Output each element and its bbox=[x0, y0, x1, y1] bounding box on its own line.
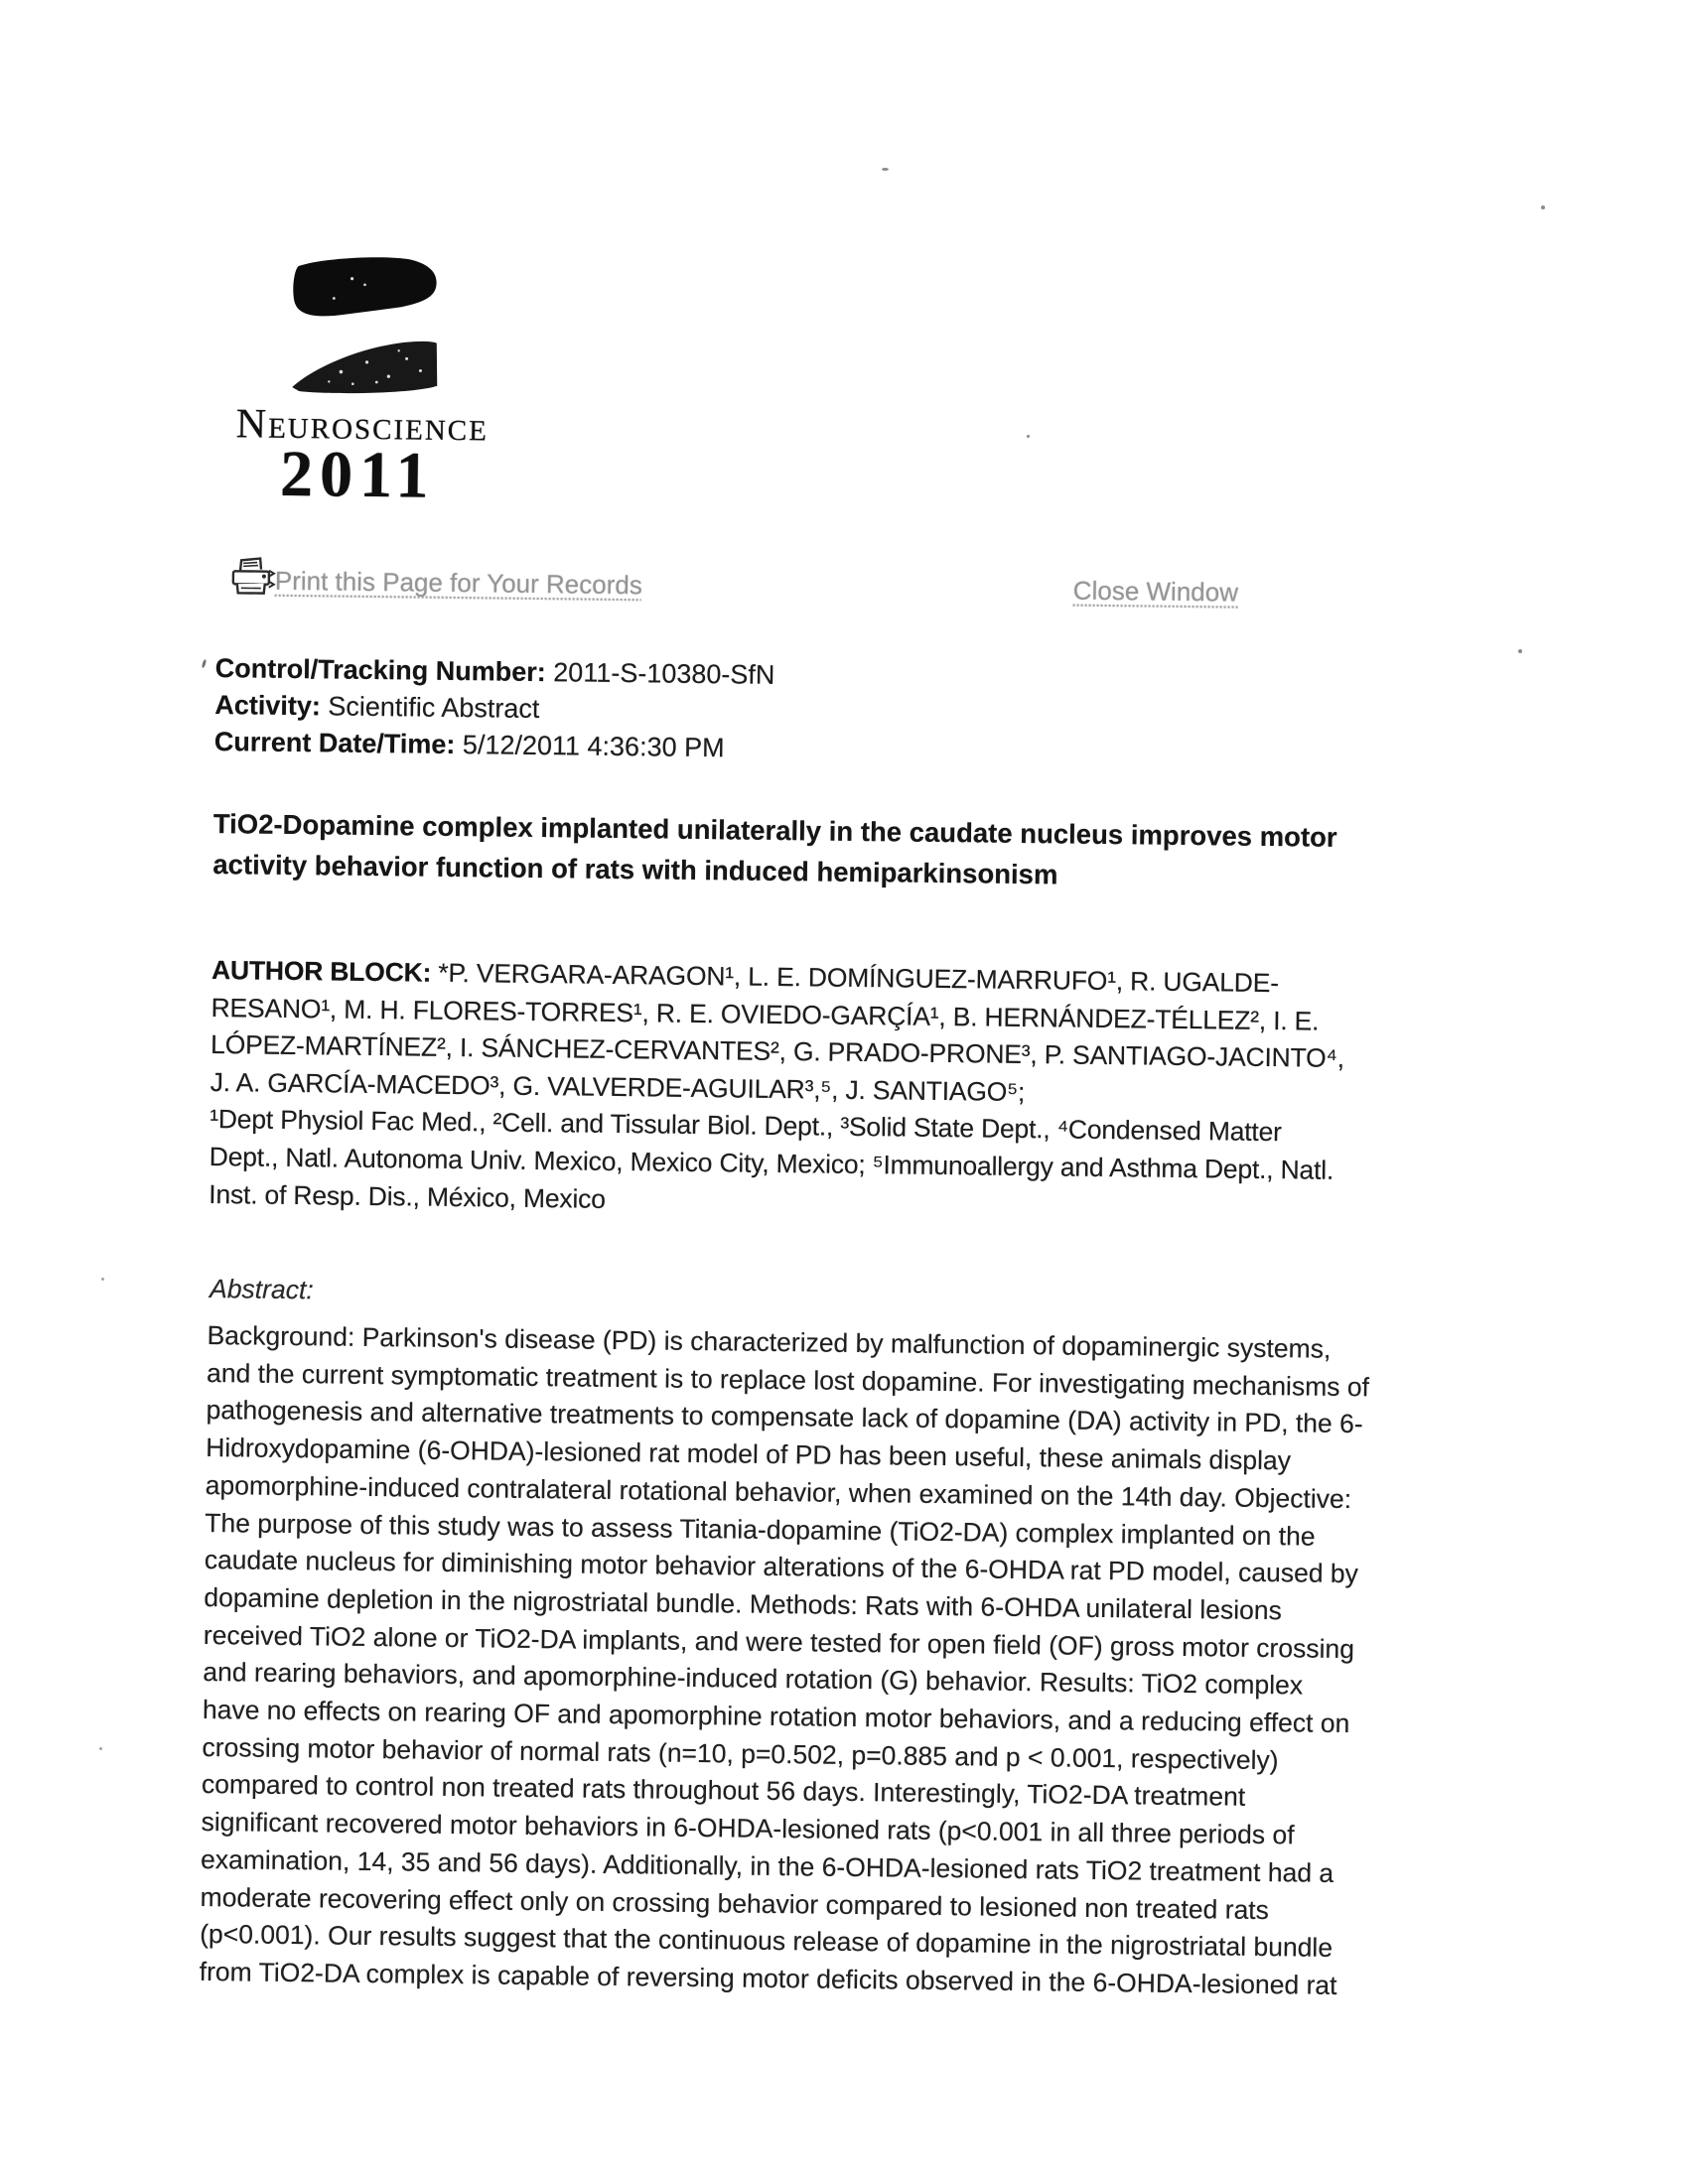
title-line: TiO2-Dopamine complex implanted unilaterally in the caudate nucleus improves motor bbox=[212, 808, 1337, 853]
activity-value: Scientific Abstract bbox=[320, 691, 540, 725]
title-line: activity behavior function of rats with induced hemiparkinsonism bbox=[212, 849, 1058, 890]
print-page-link[interactable]: Print this Page for Your Records bbox=[274, 565, 642, 601]
abstract-line: and the current symptomatic treatment is to replace lost dopamine. For investigating mechanisms of bbox=[206, 1357, 1370, 1402]
author-block-label: AUTHOR BLOCK: bbox=[210, 955, 439, 988]
abstract-heading: Abstract: bbox=[209, 1274, 314, 1305]
scan-speck bbox=[1518, 649, 1522, 653]
author-line: LÓPEZ-MARTÍNEZ², I. SÁNCHEZ-CERVANTES², G. PRADO-PRONE³, P. SANTIAGO-JACINTO⁴, bbox=[210, 1029, 1345, 1074]
printer-icon bbox=[228, 555, 277, 600]
abstract-line: Hidroxydopamine (6-OHDA)-lesioned rat model of PD has been useful, these animals display bbox=[205, 1433, 1292, 1476]
affiliation-line: ¹Dept Physiol Fac Med., ²Cell. and Tissular Biol. Dept., ³Solid State Dept., ⁴Condensed Matter bbox=[210, 1104, 1282, 1148]
control-tracking-label: Control/Tracking Number: bbox=[214, 653, 546, 688]
submission-meta bbox=[214, 650, 775, 767]
datetime-row bbox=[214, 724, 774, 767]
datetime-label: Current Date/Time: bbox=[213, 727, 456, 759]
logo-org-name: Neuroscience bbox=[235, 401, 490, 451]
abstract-line: The purpose of this study was to assess Titania-dopamine (TiO2-DA) complex implanted on the bbox=[205, 1507, 1316, 1552]
author-line: RESANO¹, M. H. FLORES-TORRES¹, R. E. OVIEDO-GARÇÍA¹, B. HERNÁNDEZ-TÉLLEZ², I. E. bbox=[210, 992, 1320, 1036]
abstract-title bbox=[212, 803, 1337, 898]
abstract-line: dopamine depletion in the nigrostriatal bundle. Methods: Rats with 6-OHDA unilateral lesions bbox=[204, 1581, 1283, 1626]
abstract-line: examination, 14, 35 and 56 days). Additionally, in the 6-OHDA-lesioned rats TiO2 treatment had a bbox=[200, 1843, 1334, 1888]
scan-speck bbox=[99, 1747, 102, 1750]
abstract-line: (p<0.001). Our results suggest that the continuous release of dopamine in the nigrostriatal bundle bbox=[200, 1919, 1333, 1964]
abstract-line: caudate nucleus for diminishing motor behavior alterations of the 6-OHDA rat PD model, caused by bbox=[204, 1545, 1359, 1589]
author-line: J. A. GARCÍA-MACEDO³, G. VALVERDE-AGUILAR³,⁵, J. SANTIAGO⁵; bbox=[210, 1066, 1026, 1107]
abstract-line: crossing motor behavior of normal rats (n=10, p=0.502, p=0.885 and p < 0.001, respectively) bbox=[202, 1731, 1279, 1775]
abstract-line: pathogenesis and alternative treatments to compensate lack of dopamine (DA) activity in PD, the 6- bbox=[206, 1395, 1363, 1439]
activity-label: Activity: bbox=[214, 690, 322, 722]
abstract-line: received TiO2 alone or TiO2-DA implants, and were tested for open field (OF) gross motor crossing bbox=[203, 1619, 1355, 1664]
control-tracking-value: 2011-S-10380-SfN bbox=[545, 657, 775, 690]
datetime-value: 5/12/2011 4:36:30 PM bbox=[455, 729, 725, 763]
abstract-line: apomorphine-induced contralateral rotational behavior, when examined on the 14th day. Objective: bbox=[205, 1469, 1352, 1514]
abstract-line: and rearing behaviors, and apomorphine-induced rotation (G) behavior. Results: TiO2 complex bbox=[203, 1657, 1304, 1701]
abstract-line: significant recovered motor behaviors in 6-OHDA-lesioned rats (p<0.001 in all three periods of bbox=[201, 1807, 1295, 1850]
abstract-body bbox=[199, 1317, 1369, 2005]
abstract-line: Background: Parkinson's disease (PD) is characterized by malfunction of dopaminergic systems, bbox=[207, 1319, 1332, 1364]
scan-speck bbox=[1027, 435, 1030, 438]
author-block bbox=[209, 952, 1345, 1227]
scan-speck bbox=[882, 168, 889, 171]
sfn-brush-logo-icon bbox=[289, 254, 442, 401]
scan-speck bbox=[1541, 205, 1545, 209]
abstract-line: moderate recovering effect only on crossing behavior compared to lesioned non treated rats bbox=[200, 1881, 1270, 1925]
scan-speck bbox=[101, 1278, 104, 1281]
logo-year: 2011 bbox=[279, 437, 436, 512]
close-window-link[interactable]: Close Window bbox=[1072, 575, 1239, 608]
affiliation-line: Dept., Natl. Autonoma Univ. Mexico, Mexico City, Mexico; ⁵Immunoallergy and Asthma Dept., Natl. bbox=[209, 1141, 1334, 1185]
author-line-text: *P. VERGARA-ARAGON¹, L. E. DOMÍNGUEZ-MARRUFO¹, R. UGALDE- bbox=[438, 957, 1279, 999]
neuroscience-2011-logo bbox=[0, 0, 1684, 512]
abstract-line: compared to control non treated rats throughout 56 days. Interestingly, TiO2-DA treatment bbox=[201, 1769, 1246, 1813]
affiliation-line: Inst. of Resp. Dis., México, Mexico bbox=[209, 1178, 606, 1214]
abstract-line: from TiO2-DA complex is capable of reversing motor deficits observed in the 6-OHDA-lesioned rat bbox=[199, 1956, 1337, 2000]
abstract-line: have no effects on rearing OF and apomorphine rotation motor behaviors, and a reducing effect on bbox=[202, 1694, 1350, 1739]
